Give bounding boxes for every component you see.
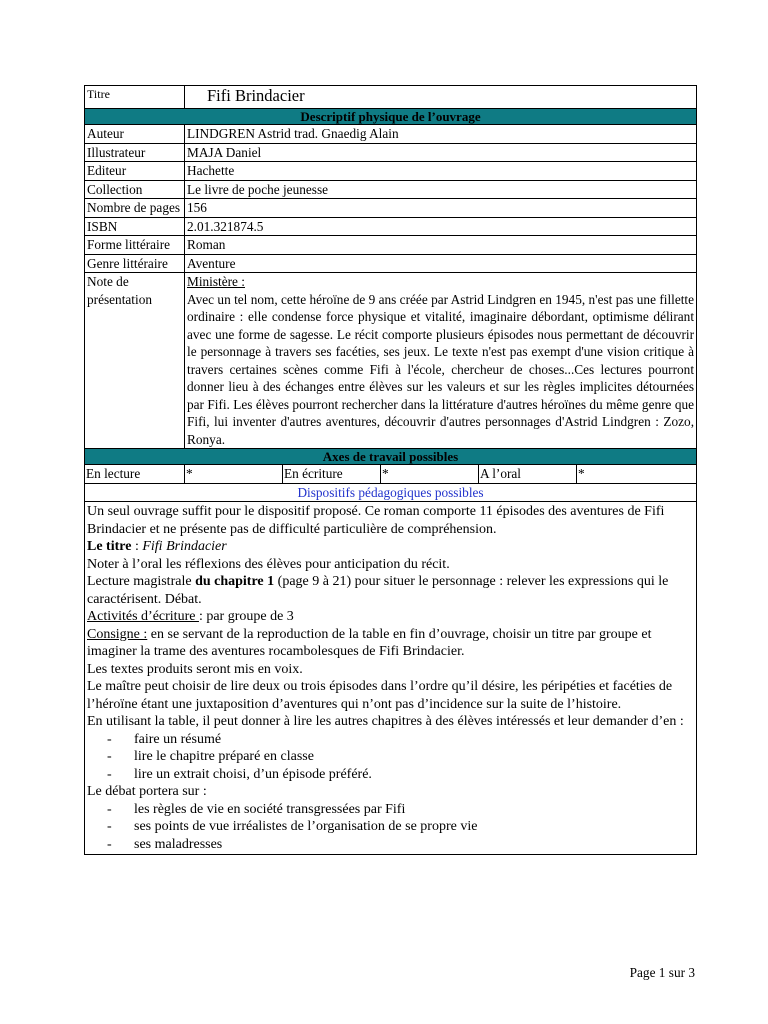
note-label: Note de présentation xyxy=(85,273,185,449)
titre-value: Fifi Brindacier xyxy=(142,539,227,554)
field-value-isbn: 2.01.321874.5 xyxy=(185,217,697,236)
list-item: - ses points de vue irréalistes de l’organisation de se propre vie xyxy=(107,819,478,834)
list-item: - faire un résumé xyxy=(107,731,222,747)
axis-label-ecriture: En écriture xyxy=(283,465,381,484)
title-label: Titre xyxy=(85,86,185,109)
field-label-forme: Forme littéraire xyxy=(85,236,185,255)
list-item: - ses maladresses xyxy=(107,836,223,852)
title-value: Fifi Brindacier xyxy=(185,86,697,109)
pedagogy-body xyxy=(85,502,697,855)
field-label-isbn: ISBN xyxy=(85,217,185,236)
chapter-one: du chapitre 1 xyxy=(195,574,275,589)
titre-line xyxy=(87,538,693,556)
activites-line: Activités d’écriture : par groupe de 3 xyxy=(87,609,294,624)
titre-sep: : xyxy=(131,539,143,554)
axis-label-lecture: En lecture xyxy=(85,465,185,484)
section-header-axes: Axes de travail possibles xyxy=(85,449,697,465)
axis-mark-lecture: * xyxy=(185,465,283,484)
textes-text: Les textes produits seront mis en voix. xyxy=(87,661,303,677)
axis-mark-oral: * xyxy=(577,465,697,484)
titre-label: Le titre xyxy=(87,539,132,554)
list-item: - lire un extrait choisi, d’un épisode préféré. xyxy=(107,766,372,782)
note-cell xyxy=(185,273,697,449)
field-label-auteur: Auteur xyxy=(85,125,185,144)
field-value-genre: Aventure xyxy=(185,254,697,273)
book-sheet-table xyxy=(84,85,697,855)
section-header-dispositifs: Dispositifs pédagogiques possibles xyxy=(85,483,697,502)
field-value-forme: Roman xyxy=(185,236,697,255)
field-value-editeur: Hachette xyxy=(185,162,697,181)
field-value-illustrateur: MAJA Daniel xyxy=(185,143,697,162)
field-label-genre: Genre littéraire xyxy=(85,254,185,273)
field-label-pages: Nombre de pages xyxy=(85,199,185,218)
consigne-label: Consigne : xyxy=(87,626,148,642)
note-source: Ministère : xyxy=(187,274,245,289)
page-number: Page 1 sur 3 xyxy=(629,965,695,980)
document-sheet xyxy=(84,85,696,855)
field-label-editeur: Editeur xyxy=(85,162,185,181)
axis-mark-ecriture: * xyxy=(381,465,479,484)
section-header-physical: Descriptif physique de l’ouvrage xyxy=(85,109,697,125)
list-item: - lire le chapitre préparé en classe xyxy=(107,749,314,764)
consigne-line: Consigne : en se servant de la reproduction de la table en fin d’ouvrage, choisir un titre par groupe et imaginer la trame des aventures rocambolesques de Fifi Brindacier. xyxy=(87,626,652,659)
field-value-collection: Le livre de poche jeunesse xyxy=(185,180,697,199)
maitre-text: Le maître peut choisir de lire deux ou trois épisodes dans l’ordre qu’il désire, les péripéties et facéties de l’héroïne étant une juxtaposition d’aventures qui n’ont pas d’incidence sur la suite de l’histoire. xyxy=(87,679,673,712)
debat-text: Le débat portera sur : xyxy=(87,784,207,799)
activites-label: Activités d’écriture xyxy=(87,609,199,624)
field-value-pages: 156 xyxy=(185,199,697,218)
noter-text: Noter à l’oral les réflexions des élèves pour anticipation du récit. xyxy=(87,556,450,572)
lecture-line: Lecture magistrale du chapitre 1 (page 9 à 21) pour situer le personnage : relever les expressions qui le caractérisent. Débat. xyxy=(87,574,669,607)
field-label-illustrateur: Illustrateur xyxy=(85,143,185,162)
axis-label-oral: A l’oral xyxy=(479,465,577,484)
intro-text: Un seul ouvrage suffit pour le dispositif proposé. Ce roman comporte 11 épisodes des aventures de Fifi Brindacier et ne présente pas de difficulté particulière de compréhension. xyxy=(87,504,665,537)
note-text: Avec un tel nom, cette héroïne de 9 ans créée par Astrid Lindgren en 1945, n'est pas une fillette ordinaire : elle condense force physique et vitalité, imaginaire débordant, optimisme délirant avec une forme de sagesse. Le récit comporte plusieurs épisodes nous permettant de découvrir le personnage à travers ses facéties, ses jeux. Le texte n'est pas exempt d'une vision critique à travers certaines scènes comme Fifi à l'école, chercheur de choses...Ces lectures pourront donner lieu à des échanges entre élèves sur les valeurs et sur les règles implicites détournées par Fifi. Les élèves pourront rechercher dans la littérature d'autres héroïnes du même genre que Fifi, lui inventer d'autres aventures, découvrir d'autres personnages d'Astrid Lindgren : Zozo, Ronya. xyxy=(187,291,695,447)
table-text: En utilisant la table, il peut donner à lire les autres chapitres à des élèves intéressés et leur demander d’en : xyxy=(87,714,684,729)
field-value-auteur: LINDGREN Astrid trad. Gnaedig Alain xyxy=(185,125,697,144)
field-label-collection: Collection xyxy=(85,180,185,199)
list-item: - les règles de vie en société transgressées par Fifi xyxy=(107,801,406,817)
